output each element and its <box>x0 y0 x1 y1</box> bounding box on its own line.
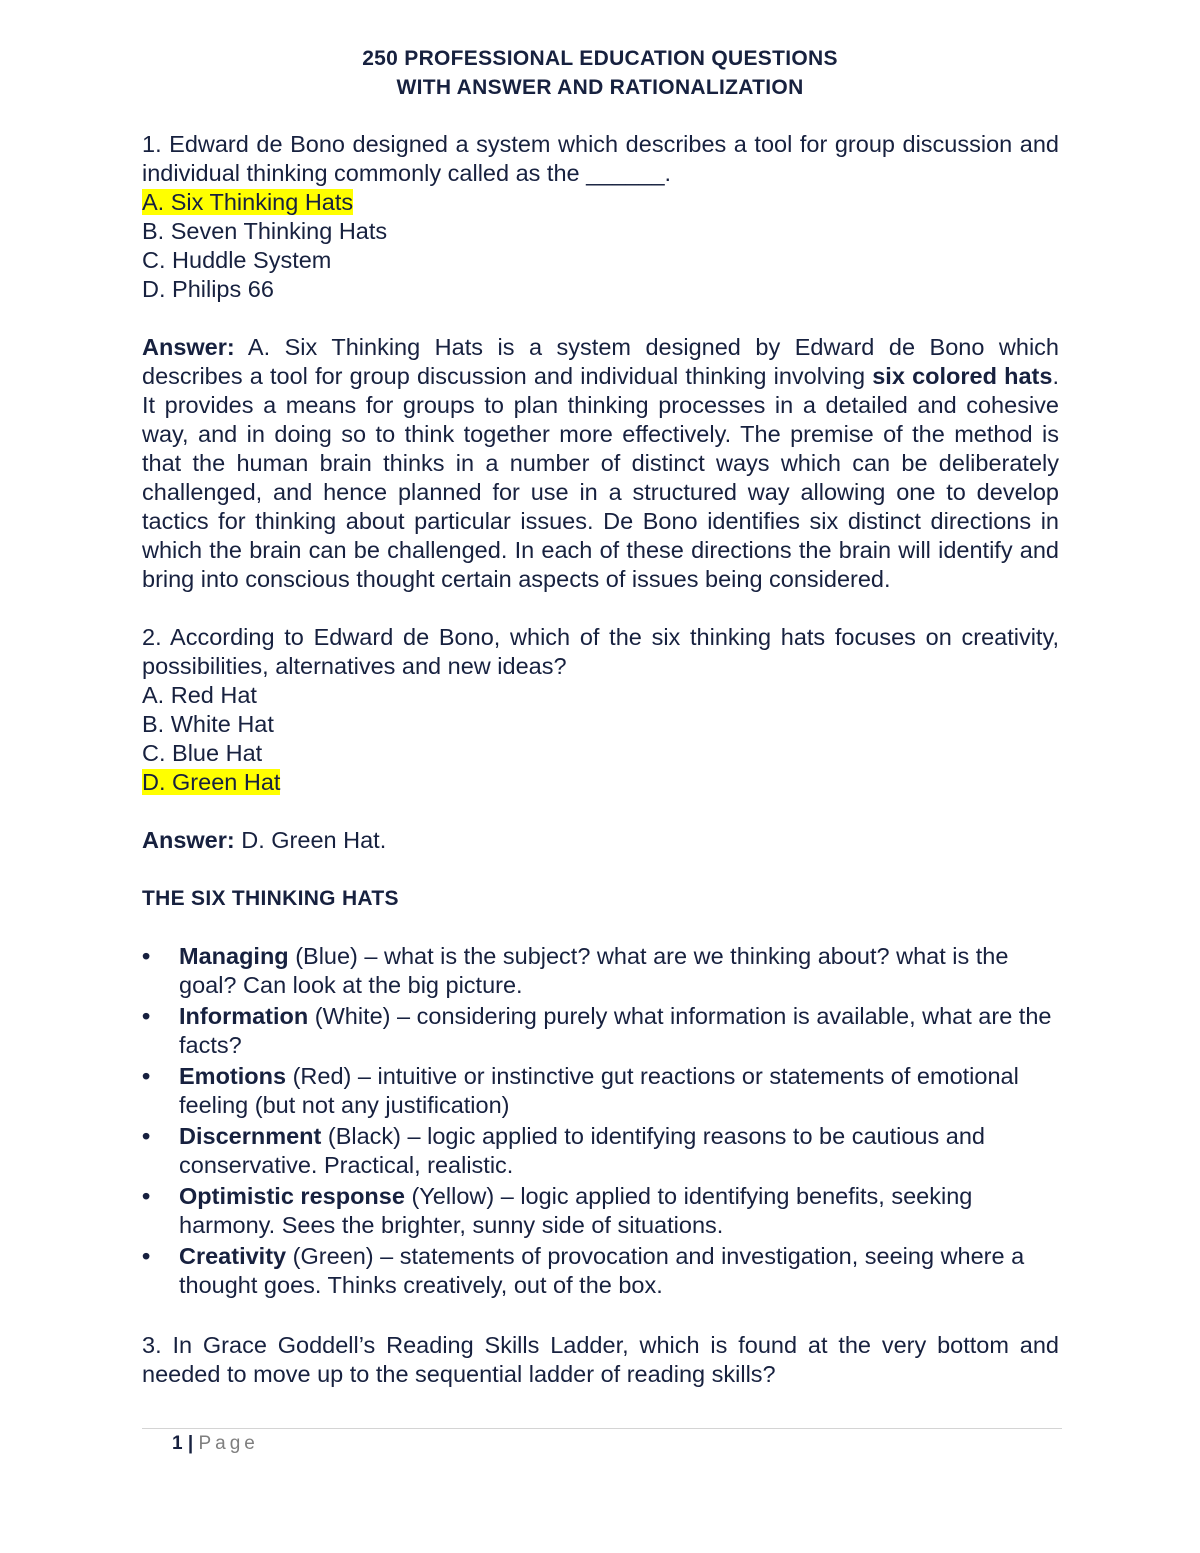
question-1-option-a <box>142 188 1059 217</box>
hat-description: (Red) – intuitive or instinctive gut reactions or statements of emotional feeling (but not any justification) <box>179 1063 1019 1118</box>
list-item <box>142 1002 1059 1060</box>
page-label: Page <box>198 1433 259 1454</box>
answer-label: Answer: <box>142 334 235 360</box>
document-body <box>142 130 1059 1389</box>
question-2-option-b: B. White Hat <box>142 711 274 737</box>
hat-term: Information <box>179 1003 309 1029</box>
question-2-option-d <box>142 768 1059 797</box>
hat-description: (Yellow) – logic applied to identifying benefits, seeking harmony. Sees the brighter, sunny side of situations. <box>179 1183 973 1238</box>
document-title <box>0 44 1200 102</box>
hat-term: Emotions <box>179 1063 287 1089</box>
section-heading: THE SIX THINKING HATS <box>142 887 399 910</box>
hat-description: (Black) – logic applied to identifying reasons to be cautious and conservative. Practical, realistic. <box>179 1123 985 1178</box>
hat-term: Optimistic response <box>179 1183 405 1209</box>
question-2-text: 2. According to Edward de Bono, which of the six thinking hats focuses on creativity, possibilities, alternatives and new ideas? <box>142 624 1059 679</box>
question-3-text: 3. In Grace Goddell’s Reading Skills Ladder, which is found at the very bottom and needed to move up to the sequential ladder of reading skills? <box>142 1332 1059 1387</box>
page-number: 1 <box>172 1433 183 1454</box>
hat-description: (Green) – statements of provocation and investigation, seeing where a thought goes. Thinks creatively, out of the box. <box>179 1243 1025 1298</box>
bullet-icon: • <box>142 1063 151 1089</box>
hat-description: (White) – considering purely what information is available, what are the facts? <box>179 1003 1052 1058</box>
highlighted-answer: A. Six Thinking Hats <box>142 189 354 215</box>
answer-text: D. Green Hat. <box>234 827 387 853</box>
question-1-option-b: B. Seven Thinking Hats <box>142 218 388 244</box>
page-footer <box>172 1432 259 1456</box>
list-item <box>142 1242 1059 1300</box>
bullet-icon: • <box>142 1243 151 1269</box>
answer-emphasis: six colored hats <box>872 363 1053 389</box>
list-item <box>142 1122 1059 1180</box>
answer-text-part-1: A. Six Thinking Hats is a system designed by Edward de Bono which describes a tool for group discussion and individual thinking involving <box>142 334 1059 389</box>
list-item <box>142 942 1059 1000</box>
bullet-icon: • <box>142 943 151 969</box>
list-item <box>142 1182 1059 1240</box>
hat-description: (Blue) – what is the subject? what are we thinking about? what is the goal? Can look at the big picture. <box>179 943 1009 998</box>
hats-list <box>142 942 1059 1300</box>
title-line-2: WITH ANSWER AND RATIONALIZATION <box>396 76 804 99</box>
question-1-text: 1. Edward de Bono designed a system which describes a tool for group discussion and individual thinking commonly called as the ______. <box>142 131 1059 186</box>
question-1-option-d: D. Philips 66 <box>142 276 274 302</box>
highlighted-answer: D. Green Hat <box>142 769 281 795</box>
footer-divider <box>142 1428 1062 1429</box>
question-2-answer <box>142 826 1059 855</box>
question-1-answer <box>142 333 1059 594</box>
list-item <box>142 1062 1059 1120</box>
footer-separator: | <box>182 1433 199 1454</box>
bullet-icon: • <box>142 1123 151 1149</box>
answer-label: Answer: <box>142 827 235 853</box>
hat-term: Discernment <box>179 1123 322 1149</box>
title-line-1: 250 PROFESSIONAL EDUCATION QUESTIONS <box>362 47 838 70</box>
bullet-icon: • <box>142 1183 151 1209</box>
bullet-icon: • <box>142 1003 151 1029</box>
hat-term: Creativity <box>179 1243 287 1269</box>
hat-term: Managing <box>179 943 289 969</box>
question-2-option-a: A. Red Hat <box>142 682 257 708</box>
question-1-option-c: C. Huddle System <box>142 247 332 273</box>
answer-text-part-2: . It provides a means for groups to plan thinking processes in a detailed and cohesive way, and in doing so to think together more effectively. The premise of the method is that the human brain thinks in a number of distinct ways which can be deliberately challenged, and hence planned for use in a structured way allowing one to develop tactics for thinking about particular issues. De Bono identifies six distinct directions in which the brain can be challenged. In each of these directions the brain will identify and bring into conscious thought certain aspects of issues being considered. <box>142 363 1059 592</box>
question-2-option-c: C. Blue Hat <box>142 740 263 766</box>
